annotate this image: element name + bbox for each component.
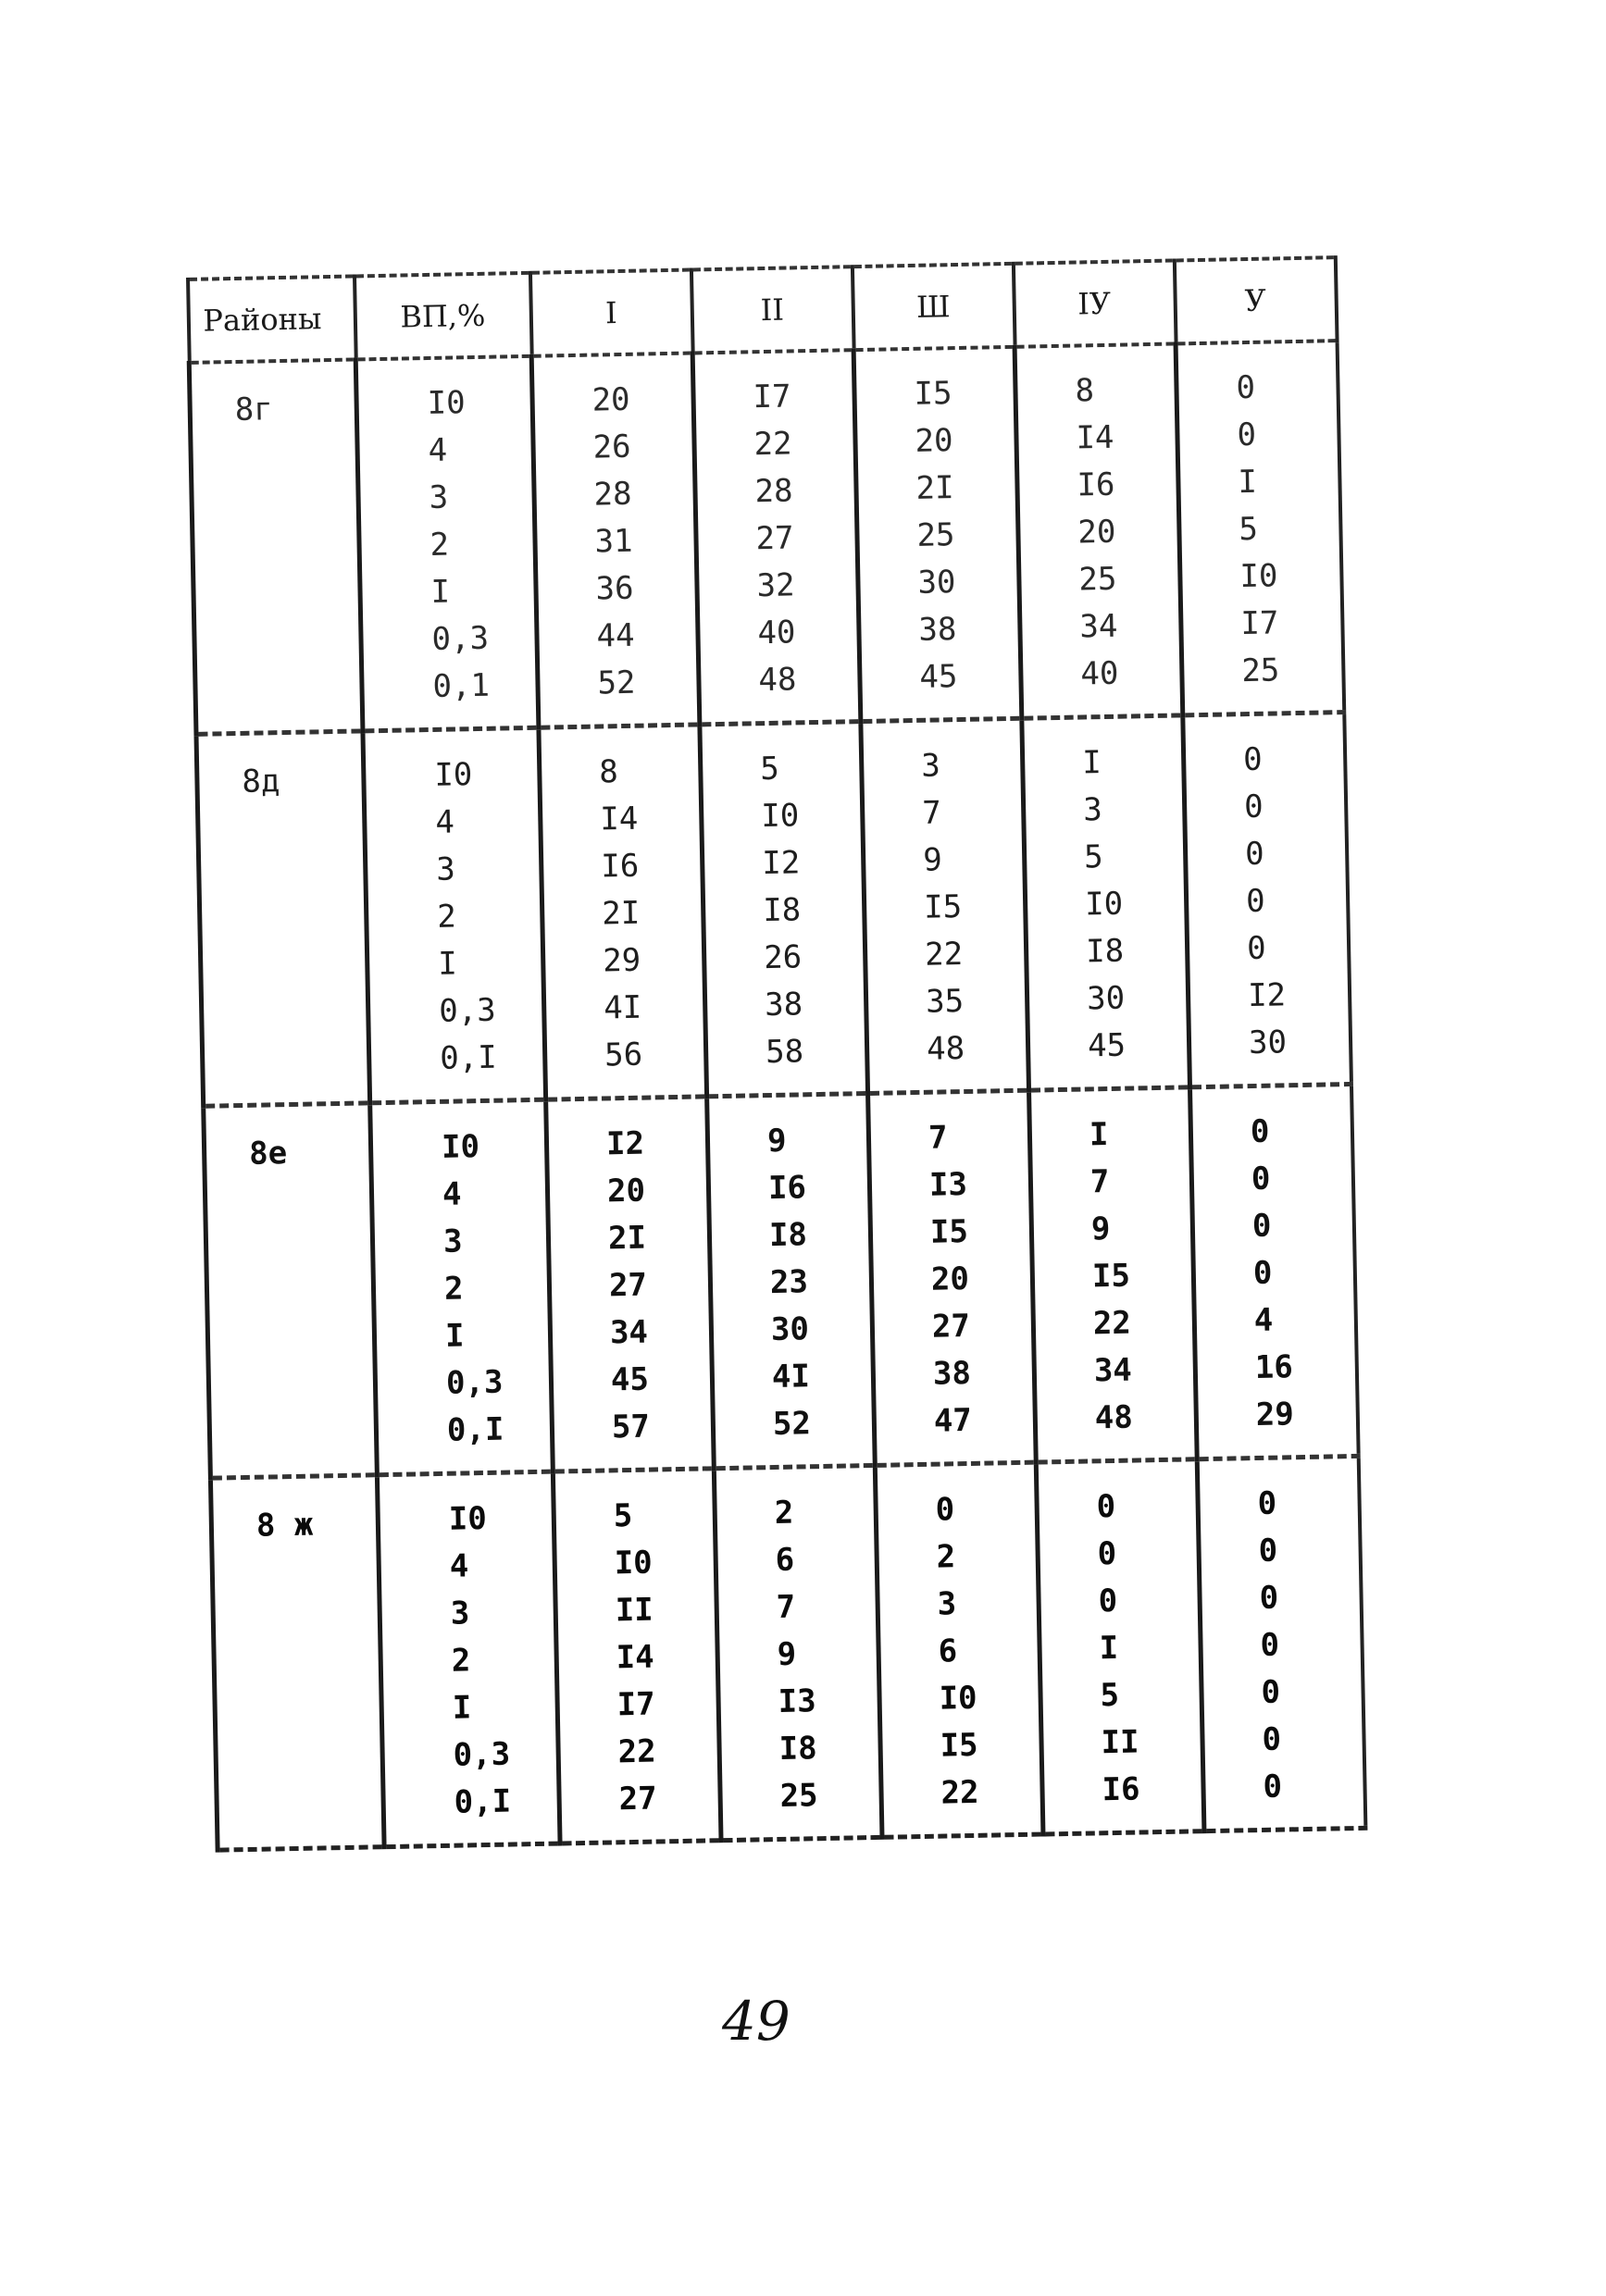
vp-value: I0 (448, 1499, 488, 1538)
cell-value: 45 (1087, 1026, 1127, 1065)
cell-value: I5 (929, 1212, 969, 1251)
vp-value: 2 (443, 1270, 464, 1308)
cell-value: I2 (1247, 976, 1287, 1015)
cell-value: 0 (1243, 788, 1264, 826)
cell-value: 2 (936, 1538, 956, 1576)
value-cell-col-5 (1189, 1084, 1358, 1458)
vp-value: 4 (428, 431, 448, 469)
vp-value: 0,I (454, 1782, 512, 1821)
cell-value: 52 (772, 1405, 812, 1444)
cell-value: 0 (1244, 835, 1265, 874)
cell-value: I2 (605, 1124, 645, 1163)
vp-value: I (437, 945, 458, 983)
cell-value: 0 (1237, 416, 1257, 454)
cell-value: 52 (597, 664, 636, 702)
value-cell-col-1 (553, 1469, 721, 1843)
region-cell (196, 731, 370, 1106)
vp-value: 0,3 (453, 1735, 511, 1774)
cell-value: 7 (776, 1588, 796, 1626)
cell-value: 34 (1079, 607, 1118, 646)
vp-cell (370, 1099, 554, 1475)
cell-value: I6 (767, 1169, 807, 1208)
cell-value: II (615, 1591, 654, 1630)
cell-value: 4I (603, 988, 642, 1027)
cell-value: 30 (1086, 979, 1126, 1018)
region-cell (204, 1103, 378, 1478)
value-cell-col-5 (1183, 713, 1351, 1087)
vp-value: 4 (442, 1175, 462, 1213)
cell-value: 30 (1248, 1024, 1288, 1062)
header-col-3: Ш (852, 264, 1015, 350)
cell-value: I4 (1076, 418, 1114, 457)
cell-value: 27 (608, 1266, 648, 1305)
cell-value: 3 (1082, 791, 1103, 829)
cell-value: 0 (1260, 1626, 1280, 1664)
cell-value: I3 (928, 1165, 968, 1204)
vp-value: 3 (435, 850, 456, 888)
data-table (185, 255, 1367, 1853)
vp-value: 0,3 (431, 619, 490, 658)
cell-value: 48 (758, 661, 797, 700)
cell-value: I4 (599, 800, 639, 838)
cell-value: 5 (1239, 510, 1259, 549)
cell-value: 20 (930, 1260, 970, 1298)
cell-value: 28 (754, 472, 793, 511)
value-cell-col-3 (868, 1090, 1037, 1465)
cell-value: 38 (764, 986, 803, 1024)
vp-value: I (444, 1317, 465, 1355)
cell-value: 45 (610, 1360, 650, 1399)
cell-value: 0 (1245, 882, 1266, 921)
cell-value: 58 (765, 1033, 804, 1072)
value-cell-col-4 (1029, 1087, 1198, 1462)
region-cell (189, 359, 363, 734)
cell-value: I3 (778, 1682, 816, 1720)
cell-value: 5 (613, 1496, 633, 1535)
cell-value: 56 (604, 1036, 643, 1074)
cell-value: 26 (592, 428, 631, 466)
cell-value: 34 (1093, 1351, 1133, 1390)
cell-value: I2 (761, 844, 801, 883)
cell-value: 4 (1253, 1301, 1274, 1340)
cell-value: I (1099, 1629, 1119, 1668)
cell-value: 0 (1236, 368, 1256, 407)
value-cell-col-4 (1015, 343, 1183, 718)
cell-value: I0 (1239, 557, 1278, 596)
vp-value: 3 (442, 1222, 463, 1260)
value-cell-col-3 (861, 718, 1029, 1093)
cell-value: 5 (1100, 1676, 1120, 1715)
cell-value: 22 (617, 1732, 657, 1771)
header-vp: ВП,% (355, 273, 532, 360)
cell-value: 20 (591, 380, 630, 419)
cell-value: II (1101, 1723, 1139, 1762)
vp-value: 0,I (439, 1038, 498, 1077)
vp-value: 0,3 (445, 1363, 504, 1402)
vp-value: 0,3 (438, 991, 497, 1030)
cell-value: 0 (1096, 1487, 1116, 1526)
cell-value: 20 (606, 1172, 646, 1210)
region-label: 8д (242, 763, 280, 800)
cell-value: I7 (616, 1685, 656, 1724)
vp-value: 2 (430, 526, 450, 564)
cell-value: 4I (771, 1358, 811, 1396)
cell-value: 0 (935, 1491, 955, 1529)
table-row-group (210, 1456, 1364, 1850)
cell-value: I4 (616, 1638, 655, 1677)
table-row-group (196, 713, 1351, 1107)
cell-value: 26 (763, 938, 803, 977)
cell-value: 0 (1252, 1254, 1273, 1293)
region-cell (210, 1475, 384, 1850)
region-label: 8 ж (255, 1506, 314, 1545)
cell-value: 7 (1089, 1163, 1110, 1201)
value-cell-col-5 (1197, 1456, 1365, 1831)
cell-value: 0 (1261, 1673, 1281, 1711)
cell-value: I5 (923, 888, 963, 926)
cell-value: 57 (611, 1408, 651, 1446)
cell-value: 20 (915, 422, 953, 460)
value-cell-col-1 (546, 1097, 715, 1471)
vp-cell (355, 356, 539, 731)
cell-value: 9 (922, 841, 943, 879)
cell-value: 25 (916, 516, 955, 554)
cell-value: 6 (775, 1541, 795, 1580)
cell-value: 16 (1254, 1348, 1294, 1387)
value-cell-col-1 (531, 353, 700, 727)
cell-value: 22 (753, 425, 792, 464)
cell-value: 9 (1090, 1210, 1111, 1248)
cell-value: I0 (614, 1544, 654, 1582)
cell-value: 36 (595, 569, 634, 608)
cell-value: I7 (753, 378, 791, 416)
value-cell-col-2 (700, 722, 868, 1097)
cell-value: 48 (1094, 1398, 1134, 1437)
cell-value: I5 (914, 375, 952, 413)
vp-value: 3 (450, 1595, 470, 1632)
region-label: 8г (234, 391, 274, 428)
value-cell-col-5 (1176, 341, 1344, 715)
cell-value: 6 (938, 1632, 958, 1670)
cell-value: I7 (1240, 604, 1279, 643)
cell-value: 8 (598, 753, 619, 791)
cell-value: 27 (931, 1307, 971, 1346)
cell-value: I6 (600, 847, 640, 886)
header-col-1: I (529, 270, 692, 356)
table-row-group (189, 341, 1343, 734)
cell-value: I6 (1077, 465, 1115, 504)
vp-value: I0 (441, 1128, 480, 1166)
vp-value: 2 (451, 1642, 471, 1680)
cell-value: 22 (924, 936, 964, 974)
cell-value: 35 (925, 983, 965, 1021)
cell-value: 47 (933, 1401, 973, 1440)
cell-value: 38 (932, 1354, 972, 1393)
vp-cell (377, 1471, 560, 1847)
cell-value: 45 (919, 658, 958, 696)
cell-value: 2I (601, 894, 641, 933)
cell-value: 3 (937, 1585, 957, 1623)
cell-value: 7 (927, 1119, 948, 1157)
value-cell-col-4 (1022, 715, 1190, 1090)
cell-value: 2 (774, 1494, 794, 1533)
cell-value: 0 (1257, 1484, 1277, 1522)
header-col-2: II (691, 267, 853, 353)
cell-value: 5 (759, 750, 780, 788)
cell-value: 0 (1251, 1207, 1272, 1246)
cell-value: 40 (757, 614, 796, 652)
cell-value: 48 (926, 1029, 965, 1068)
table-row-group (204, 1084, 1358, 1478)
cell-value: I (1081, 744, 1102, 782)
vp-value: I (430, 573, 451, 611)
vp-value: 2 (436, 898, 457, 936)
value-cell-col-2 (707, 1094, 876, 1469)
cell-value: I0 (760, 797, 800, 836)
cell-value: I5 (940, 1726, 978, 1765)
cell-value: I5 (1091, 1257, 1131, 1296)
cell-value: 0 (1097, 1534, 1117, 1573)
value-cell-col-2 (714, 1465, 882, 1840)
cell-value: 2I (607, 1219, 647, 1258)
page-number: 49 (722, 1990, 791, 2053)
cell-value: 0 (1258, 1532, 1278, 1570)
cell-value: 28 (593, 475, 632, 514)
cell-value: 0 (1098, 1582, 1118, 1620)
cell-value: 32 (756, 566, 795, 605)
cell-value: 27 (618, 1780, 657, 1818)
cell-value: 9 (766, 1122, 787, 1160)
cell-value: 5 (1083, 838, 1104, 876)
vp-value: I (452, 1689, 472, 1727)
cell-value: 7 (921, 794, 942, 832)
region-label: 8е (248, 1135, 288, 1173)
cell-value: 20 (1077, 513, 1116, 552)
vp-value: I0 (427, 384, 466, 422)
cell-value: 0 (1259, 1579, 1279, 1617)
cell-value: 2I (915, 469, 954, 507)
value-cell-col-3 (875, 1462, 1043, 1837)
table-container (185, 255, 1363, 1852)
cell-value: I8 (768, 1216, 808, 1255)
cell-value: I0 (939, 1679, 977, 1718)
cell-value: 34 (609, 1313, 649, 1352)
vp-value: 4 (449, 1547, 469, 1585)
cell-value: 25 (779, 1777, 818, 1815)
cell-value: I (1238, 463, 1258, 502)
header-regions: Районы (188, 276, 356, 362)
cell-value: I (1089, 1116, 1109, 1154)
cell-value: 25 (1240, 652, 1280, 690)
cell-value: I8 (778, 1730, 817, 1768)
vp-value: 0,1 (432, 666, 491, 705)
cell-value: I8 (1085, 932, 1125, 971)
value-cell-col-3 (853, 347, 1022, 722)
cell-value: 0 (1250, 1112, 1270, 1151)
cell-value: 0 (1263, 1768, 1283, 1806)
cell-value: 30 (917, 564, 956, 602)
cell-value: 0 (1246, 929, 1266, 968)
cell-value: 0 (1251, 1160, 1271, 1198)
cell-value: 30 (770, 1310, 810, 1349)
vp-value: I0 (433, 756, 473, 794)
cell-value: 29 (602, 941, 641, 980)
cell-value: 31 (594, 522, 633, 561)
table-body (189, 341, 1365, 1850)
cell-value: 25 (1078, 560, 1117, 599)
cell-value: I0 (1084, 885, 1124, 924)
cell-value: 29 (1255, 1396, 1295, 1434)
cell-value: 23 (769, 1263, 809, 1302)
cell-value: 3 (920, 747, 941, 785)
vp-value: 3 (429, 478, 449, 516)
cell-value: 0 (1242, 740, 1264, 779)
cell-value: 22 (1092, 1304, 1132, 1343)
cell-value: I6 (1102, 1770, 1140, 1809)
header-col-4: IУ (1013, 260, 1176, 346)
cell-value: 40 (1080, 654, 1119, 693)
cell-value: 9 (777, 1635, 797, 1673)
cell-value: 8 (1075, 372, 1095, 410)
vp-value: 4 (434, 803, 455, 841)
cell-value: 44 (596, 616, 635, 655)
vp-value: 0,I (446, 1410, 504, 1449)
vp-cell (363, 727, 546, 1103)
value-cell-col-1 (539, 725, 707, 1099)
cell-value: 27 (755, 519, 794, 558)
value-cell-col-4 (1036, 1459, 1204, 1834)
header-col-5: У (1174, 257, 1337, 343)
cell-value: 0 (1262, 1720, 1282, 1758)
cell-value: 22 (940, 1773, 979, 1812)
cell-value: I8 (762, 891, 802, 930)
value-cell-col-2 (692, 350, 861, 725)
cell-value: 38 (918, 611, 957, 649)
